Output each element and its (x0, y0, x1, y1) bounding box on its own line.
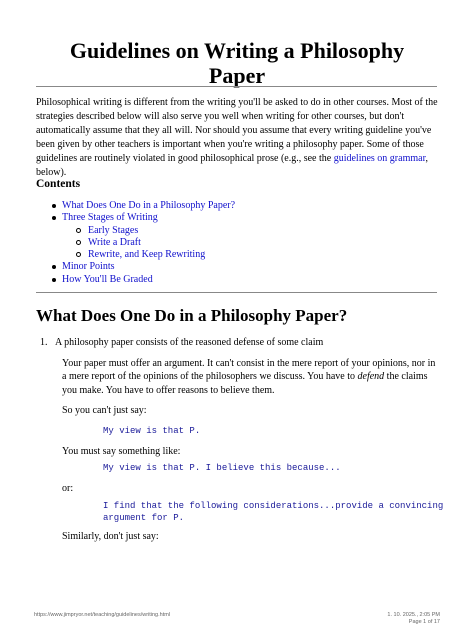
bullet-icon (52, 216, 56, 220)
page-title (30, 38, 444, 88)
toc-item-three-stages (36, 212, 436, 224)
toc-item-write-draft (36, 237, 436, 249)
hollow-bullet-icon (76, 252, 81, 257)
toc-link[interactable]: Early Stages (88, 224, 139, 236)
hollow-bullet-icon (76, 240, 81, 245)
emphasis-defend: defend (357, 371, 385, 383)
footer-meta (387, 612, 440, 626)
list-item-text: A philosophy paper consists of the reasoned defense of some claim (55, 337, 324, 348)
code-example-1: My view is that P. (103, 426, 201, 436)
code-example-3 (103, 500, 443, 524)
bullet-icon (52, 265, 56, 269)
title-divider (36, 86, 437, 87)
contents-heading: Contents (36, 178, 81, 190)
list-item-number: 1. (40, 337, 48, 348)
footer-datetime: 1. 10. 2025., 2:05 PM (387, 612, 440, 618)
so-cant-say-text: So you can't just say: (62, 405, 147, 416)
hollow-bullet-icon (76, 228, 81, 233)
toc-item-early-stages (36, 225, 436, 237)
must-say-text: You must say something like: (62, 446, 181, 457)
argument-paragraph (62, 357, 440, 397)
intro-text-end: , below). (36, 153, 428, 178)
code-example-3-line-2: argument for P. (103, 513, 185, 523)
toc-link[interactable]: How You'll Be Graded (62, 273, 153, 285)
toc-link[interactable]: Three Stages of Writing (62, 212, 158, 224)
section-heading: What Does One Do in a Philosophy Paper? (36, 306, 348, 325)
similarly-text: Similarly, don't just say: (62, 531, 159, 542)
grammar-guidelines-link[interactable]: guidelines on grammar (333, 153, 426, 164)
footer-page-number: Page 1 of 17 (408, 619, 440, 625)
toc-link[interactable]: Rewrite, and Keep Rewriting (88, 249, 206, 261)
toc-link[interactable]: Write a Draft (88, 236, 141, 248)
toc-link[interactable]: What Does One Do in a Philosophy Paper? (62, 200, 236, 211)
intro-paragraph (36, 96, 440, 180)
contents-divider (36, 292, 437, 293)
toc-link[interactable]: Minor Points (62, 261, 115, 273)
table-of-contents (36, 200, 436, 286)
toc-item-what-does-one-do (36, 200, 436, 212)
toc-item-minor-points (36, 261, 436, 273)
footer-url: https://www.jimpryor.net/teaching/guidelines/writing.html (34, 612, 171, 618)
page-title-line-1: Guidelines on Writing a Philosophy (69, 38, 405, 63)
intro-text: Philosophical writing is different from the writing you'll be asked to do in other courses. Most of the strategies described below will also serve you well when writing for other courses, but don't automatically assume that they all will. Nor should you assume that every writing guideline you've been given by other teachers is important when you're writing a philosophy paper. Some of those guidelines are routinely violated in good philosophical prose (e.g., see the (36, 97, 438, 164)
toc-item-how-graded (36, 274, 436, 286)
argument-text: Your paper must offer an argument. It can't consist in the mere report of your opinions, nor in a mere report of the opinions of the philosophers we discuss. You have to (62, 358, 436, 383)
bullet-icon (52, 204, 56, 208)
argument-text-end: the claims you make. You have to offer reasons to believe them. (62, 371, 428, 396)
bullet-icon (52, 278, 56, 282)
code-example-3-line-1: I find that the following considerations...provide a convincing (103, 501, 444, 511)
page-title-line-2: Paper (208, 63, 266, 88)
toc-item-rewrite (36, 249, 436, 261)
code-example-2: My view is that P. I believe this because... (103, 463, 341, 473)
or-text: or: (62, 483, 74, 494)
